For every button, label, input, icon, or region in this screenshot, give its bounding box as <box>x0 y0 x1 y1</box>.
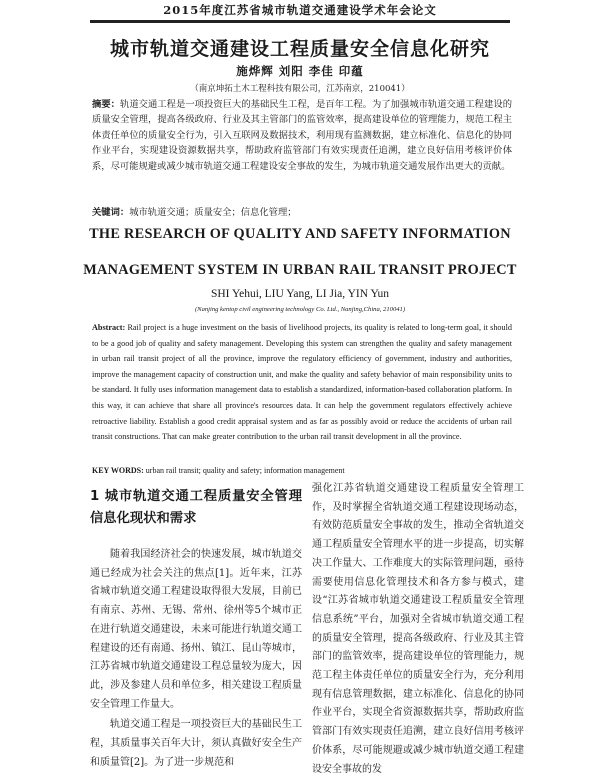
abstract-cn-label: 摘要： <box>92 99 121 110</box>
paper-title-en-line1: THE RESEARCH OF QUALITY AND SAFETY INFORMATION <box>89 226 511 242</box>
affiliation-en: (Nanjing kentop civil engineering technology Co. Ltd., Nanjing,China, 210041) <box>194 306 406 313</box>
abstract-cn-text: 轨道交通工程是一项投资巨大的基础民生工程，是百年工程。为了加强城市轨道交通工程建设的质量安全管理，提高各级政府、行业及其主管部门的监管效率，提高建设单位的管理能力，规范工程主体责任单位的质量安全行为，引入互联网及数据技术，利用现有监测数据，建立标准化、信息化的协同作业平台，实现建设资源数据共享，帮助政府监管部门有效实现责任追溯，建立良好信用考核评价体系，尽可能规避或减少城市轨道交通工程建设安全事故的发生，为城市轨道交通发展作出更大的贡献。 <box>92 99 512 172</box>
body-paragraph-continued: 强化江苏省轨道交通建设工程质量安全管理工作，及时掌握全省轨道交通工程建设现场动态，有效防范质量安全事故的发生，推动全省轨道交通工程质量安全管理水平的进一步提高，切实解决工作量大、工作难度大的实际管理问题，亟待需要使用信息化管理技术和各方参与模式，建设“江苏省城市轨道交通建设工程质量安全管理信息系统”平台，加强对全省城市轨道交通工程的质量安全管理，提高各级政府、行业及其主管部门的监管效率，提高建设单位的管理能力，规范工程主体责任单位的质量安全行为，充分利用现有信息管理数据，建立标准化、信息化的协同作业平台，实现全省资源数据共享，帮助政府监管部门有效实现责任追溯，建立良好信用考核评价体系，尽可能规避或减少城市轨道交通工程建设安全事故的发 <box>312 483 524 775</box>
authors-en: SHI Yehui, LIU Yang, LI Jia, YIN Yun <box>210 288 390 300</box>
keywords-cn <box>92 204 512 218</box>
keywords-en <box>92 466 512 475</box>
keywords-cn-text: 城市轨道交通；质量安全；信息化管理； <box>129 207 297 218</box>
body-paragraph: 随着我国经济社会的快速发展，城市轨道交通已经成为社会关注的焦点[1]。近年来，江苏省城市轨道交通工程建设取得很大发展，目前已有南京、苏州、无锡、常州、徐州等5个城市正在进行轨道交通建设，未来可能进行轨道交通工程建设的还有南通、扬州、镇江、昆山等城市，江苏省城市轨道交通建设工程总量较为庞大，因此，涉及参建人员和单位多，相关建设工程质量安全管理工作量大。 <box>90 549 302 710</box>
running-header: 2015年度江苏省城市轨道交通建设学术年会论文 <box>90 2 510 22</box>
section-heading: 1 城市轨道交通工程质量安全管理信息化现状和需求 <box>90 489 302 526</box>
keywords-en-label: KEY WORDS: <box>92 466 144 475</box>
header-rule <box>90 22 510 23</box>
paper-title-cn: 城市轨道交通建设工程质量安全信息化研究 <box>109 38 490 60</box>
authors-cn: 施烨辉 刘阳 李佳 印蕴 <box>236 64 364 78</box>
abstract-cn <box>92 97 512 174</box>
body-paragraph: 轨道交通工程是一项投资巨大的基础民生工程，其质量事关百年大计，须认真做好安全生产和质量管[2]。为了进一步规范和 <box>90 719 302 768</box>
body-column-left <box>90 480 302 774</box>
abstract-en <box>92 320 512 445</box>
keywords-en-text: urban rail transit; quality and safety; information management <box>143 466 345 475</box>
affiliation-cn: （南京坤拓土木工程科技有限公司，江苏南京，210041） <box>190 84 410 94</box>
abstract-en-text: Rail project is a huge investment on the basis of livelihood projects, its quality is related to long-term goal, it should to be a good job of quality and safety management. Developing this system can strengthen the quality and safety management in urban rail transit project of all the province, improve the regulatory efficiency of government, industry and authorities, improve the management capacity of construction unit, and make the quality and safety behavior of main responsibility units to be standard. It fully uses information management data to establish a standardized, information-based collaboration platform. In this way, it can achieve that share all province's resources data. It can help the government regulators effectively achieve retroactive liability. Establish a good credit appraisal system and as far as possibly avoid or reduce the accidents of urban rail transit constructions. That can make greater contribution to the urban rail transit development in all the province. <box>92 323 512 442</box>
abstract-en-label: Abstract: <box>92 323 126 332</box>
keywords-cn-label: 关键词： <box>92 207 130 218</box>
paper-title-en-line2: MANAGEMENT SYSTEM IN URBAN RAIL TRANSIT PROJECT <box>83 262 517 278</box>
body-column-right <box>312 480 524 781</box>
